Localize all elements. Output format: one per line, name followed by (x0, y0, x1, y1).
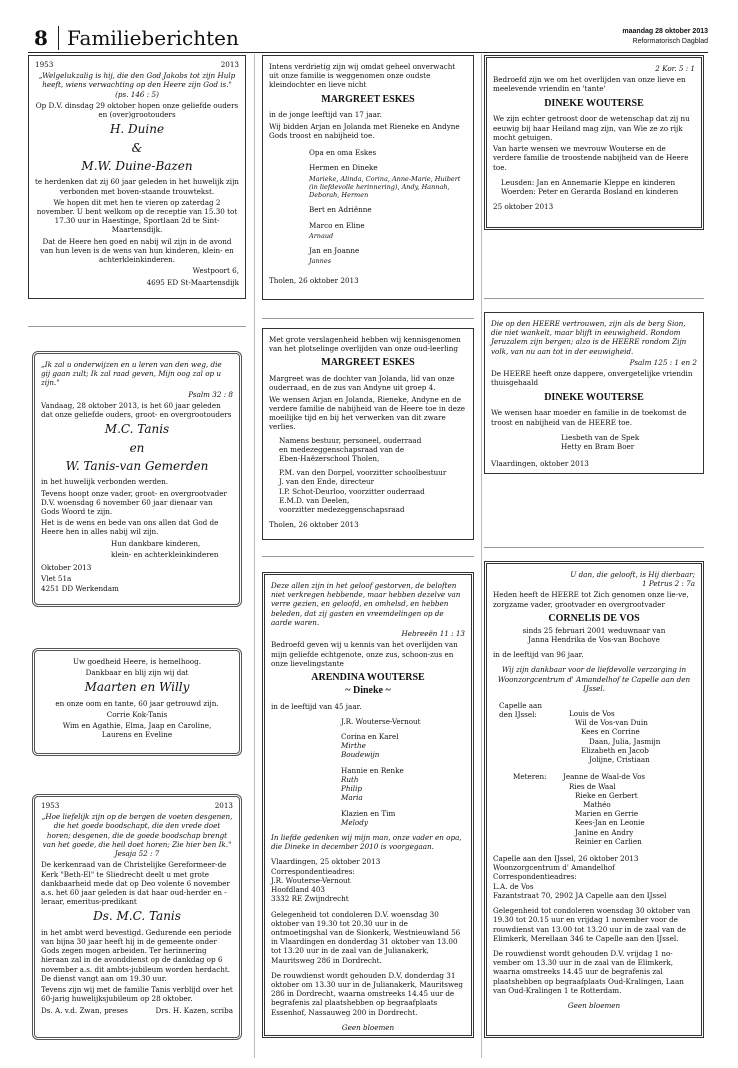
signature-preses: Ds. A. v.d. Zwan, preses (41, 1005, 128, 1015)
family-member: Hannie en Renke (341, 765, 404, 775)
signature: Eben-Haëzerschool Tholen, (279, 453, 380, 463)
body-text: Wij bidden Arjan en Jolanda met Rieneke en Andyne Gods troost en nabijheid toe. (269, 121, 460, 140)
body-text: Dat de Heere hen goed en nabij wil zijn in de avond van hun leven is de wens van hun kinderen, klein- en achterkleinkinderen. (40, 236, 234, 265)
address: 3332 RE Zwijndrecht (271, 894, 349, 904)
family-child: Ruth (341, 774, 359, 784)
funeral-info: De rouwdienst wordt gehouden D.V. donderdag 31 oktober om 13.30 uur in de Julianakerk, Mauritsweg 286 in Dordrecht, waarna omstreeks 14.45 uur de begrafenis zal plaatshebben op begraafplaats Essenhof, Nassauweg 200 in Dordrecht. (271, 970, 463, 1017)
deceased-name: DINEKE WOUTERSE (544, 391, 644, 403)
deceased-name: ARENDINA WOUTERSE (311, 671, 425, 683)
ad-cornelis-de-vos (484, 561, 704, 1038)
verse: Die op den HEERE vertrouwen, zijn als de berg Sion, die niet wankelt, maar blijft in eeuwigheid. Rondom Jeruzalem zijn bergen; alzo is de HEERE rondom Zijn volk, van nu aan tot in der eeuwigheid. (491, 319, 687, 356)
issue-date: maandag 28 oktober 2013 (622, 28, 708, 35)
page-header (28, 24, 708, 53)
sender-line (493, 178, 695, 187)
signature: en medezeggenschapsraad van de (279, 444, 405, 454)
body-text: De kerkenraad van de Christelijke Gereformeer-de Kerk "Beth-El" te Sliedrecht deelt u met grote dankbaarheid mede dat op Deo volente 6 november a.s. het 60 jaar geleden is dat haar oud-herder en -leraar, emeritus-predikant (41, 860, 230, 907)
ad-duine-anniversary (28, 55, 246, 299)
thanks-text: Wij zijn dankbaar voor de liefdevolle verzorging in Woonzorgcentrum d' Amandelhof te Capelle aan den IJssel. (497, 665, 691, 693)
verse-reference: 2 Kor. 5 : 1 (655, 64, 695, 73)
intro-text: Op D.V. dinsdag 29 oktober hopen onze geliefde ouders en (over)grootouders (35, 100, 239, 120)
signature: J. van den Ende, directeur (279, 477, 375, 487)
ad-maarten-willy (32, 648, 242, 756)
condolence-info: Gelegenheid tot condoleren woensdag 30 oktober van 19.30 tot 20.15 uur en vrijdag 1 november voor de rouwdienst van 13.00 tot 13.20 uur in de zaal van de Elimkerk, Merellaan 346 te Capelle aan den IJssel. (493, 906, 691, 943)
family-member: Marco en Eline (309, 220, 365, 230)
place-label: Capelle aan (499, 700, 542, 710)
year-right: 2013 (220, 60, 239, 69)
date: 25 oktober 2013 (493, 202, 554, 212)
family-member: Daan, Julia, Jasmijn (589, 736, 661, 746)
place-date: Vlaardingen, 25 oktober 2013 (271, 857, 381, 867)
verse-reference: Psalm 32 : 8 (188, 389, 233, 399)
signature: Namens bestuur, personeel, ouderraad (279, 435, 422, 445)
family-member: Jan en Joanne (309, 246, 360, 256)
address: L.A. de Vos (493, 881, 534, 891)
page-number: 8 (34, 26, 48, 50)
family-member: Klazien en Tim (341, 808, 396, 818)
year-right: 2013 (214, 801, 233, 810)
age: in de jonge leeftijd van 17 jaar. (269, 110, 382, 120)
correspondence-label: Correspondentieadres: (271, 866, 355, 876)
signature: Hun dankbare kinderen, (111, 538, 201, 548)
address: J.R. Wouterse-Vernout (271, 875, 351, 885)
body-text: Tevens hoopt onze vader, groot- en overgrootvader D.V. woensdag 6 november 60 jaar dienaar van Gods Woord te zijn. (41, 488, 227, 517)
family-child: Maria (341, 793, 363, 803)
place-date: Capelle aan den IJssel, 26 oktober 2013 (493, 854, 639, 864)
heading-line: Uw goedheid Heere, is hemelhoog. (72, 657, 202, 666)
ad-tanis-anniversary (32, 351, 242, 607)
ad-dineke-friends (484, 55, 704, 230)
funeral-info: De rouwdienst wordt gehouden D.V. vrijdag 1 no-vember om 13.30 uur in de zaal van de Elimkerk, waarna omstreeks 14.45 uur de begrafenis zal plaatshebben op begraafplaats Oud-Kralingen, Laan van Oud-Kralingen 1 te Rotterdam. (493, 949, 684, 995)
condolence-info: Gelegenheid tot condoleren D.V. woensdag 30 oktober van 19.30 tot 20.30 uur in de ontmoetingshal van de Sionkerk, Westnieuwland 56 in Vlaardingen en donderdag 31 oktober van 13.00 tot 13.20 uur in de zaal van de Julianakerk, Mauritsweg 286 in Dordrecht. (271, 909, 461, 965)
name-husband: H. Duine (109, 122, 165, 137)
intro-text: De HEERE heeft onze dappere, onvergetelijke vriendin thuisgehaald (491, 369, 693, 388)
signature: E.M.D. van Deelen, (279, 495, 350, 505)
year-left: 1953 (41, 801, 60, 810)
place-date: Tholen, 26 oktober 2013 (269, 520, 359, 530)
ad-margreet-school (262, 328, 474, 540)
intro-text: Intens verdrietig zijn wij omdat geheel onverwacht uit onze familie is weggenomen onze oudste kleindochter en lieve nicht (269, 62, 456, 90)
ad-arendina-wouterse (262, 572, 474, 1038)
address: 4251 DD Werkendam (41, 583, 119, 593)
family-member: Kees-Jan en Leonie (575, 818, 645, 828)
place-label: den IJssel: (499, 710, 537, 720)
signature: klein- en achterkleinkinderen (111, 549, 219, 559)
body-text: en onze oom en tante, 60 jaar getrouwd zijn. (55, 698, 219, 708)
family-member: Reinier en Carlien (575, 836, 642, 846)
sender-line (493, 187, 695, 196)
name-wife: W. Tanis-van Gemerden (65, 459, 209, 474)
place-label: Woerden: (501, 186, 536, 196)
address: Westpoort 6, (192, 266, 239, 276)
address: Hoofdland 403 (271, 885, 326, 895)
family-capelle (493, 701, 695, 764)
body-text: Tevens zijn wij met de familie Tanis verblijd over het 60-jarig huwelijksjubileum op 28 oktober. (41, 985, 233, 1004)
divider (484, 547, 704, 548)
deceased-name: CORNELIS DE VOS (548, 612, 640, 624)
intro-text: Met grote verslagenheid hebben wij kennisgenomen van het plotselinge overlijden van onze oud-leerling (269, 335, 461, 354)
family-member: Elizabeth en Jacob (581, 745, 649, 755)
address: Fazantstraat 70, 2902 JA Capelle aan den IJssel (493, 890, 667, 900)
family-child: Boudewijn (341, 750, 380, 760)
body-text: We wensen Arjan en Jolanda, Rieneke, Andyne en de verdere familie de nabijheid van de Heere toe in deze moeilijke tijd en bij het verwerken van dit zware verlies. (269, 394, 466, 432)
family-member: Opa en oma Eskes (309, 148, 377, 158)
deceased-nickname: ~ Dineke ~ (345, 684, 391, 696)
age: in de leeftijd van 96 jaar. (493, 650, 584, 660)
family-child: Philip (341, 784, 362, 794)
family-member: Marien en Gerrie (575, 809, 639, 819)
verse: Deze allen zijn in het geloof gestorven, de beloften niet verkregen hebbende, maar hebben dezelve van verre gezien, en geloofd, en omhelsd, en hebben beleden, dat zij gasten en vreemdelingen op de aarde waren. (271, 581, 461, 627)
signature: P.M. van den Dorpel, voorzitter schoolbestuur (279, 468, 447, 478)
intro-text: Bedroefd zijn we om het overlijden van onze lieve en meelevende vriendin en 'tante' (493, 75, 686, 94)
deceased-name: MARGREET ESKES (321, 93, 415, 105)
name-husband: M.C. Tanis (104, 422, 170, 437)
year-left: 1953 (35, 60, 54, 69)
signature: voorzitter medezeggenschapsraad (279, 505, 405, 515)
body-text: in het huwelijk verbonden werden. (41, 477, 169, 487)
ad-dineke-vriendin (484, 312, 704, 474)
verse: „Hoe liefelijk zijn op de bergen de voeten desgenen, die het goede boodschapt, die den vrede doet horen; desgenen, die de goede boodschap brengt van het goede, die heil doet horen; Zie hier ben Ik." Jesaja 52 : 7 (41, 812, 233, 859)
divider (484, 298, 704, 299)
ad-ds-tanis-jubilee (32, 794, 242, 1040)
no-flowers: Geen bloemen (567, 1001, 621, 1011)
spouse-name: Janna Hendrika de Vos-van Bochove (528, 634, 660, 644)
deceased-name: DINEKE WOUTERSE (544, 97, 644, 109)
signature: Hetty en Bram Boer (561, 441, 635, 451)
body-text: Het is de wens en bede van ons allen dat God de Heere hen in alles nabij wil zijn. (41, 518, 219, 537)
family-member: Ries de Waal (569, 781, 616, 791)
divider (262, 556, 474, 557)
family-member: Corina en Karel (341, 732, 399, 741)
family-meteren (493, 772, 695, 846)
family-member: Wil de Vos-van Duin (575, 718, 648, 728)
sender-names: Jan en Annemarie Kleppe en kinderen (536, 177, 676, 187)
verse: „Ik zal u onderwijzen en u leren van den weg, die gij gaan zult; Ik zal raad geven, Mijn oog zal op u zijn." (41, 360, 222, 388)
verse: „Welgelukzalig is hij, die den God Jakobs tot zijn Hulp heeft, wiens verwachting op den Heere zijn God is." (ps. 146 : 5) (38, 71, 236, 99)
age: in de leeftijd van 45 jaar. (271, 701, 362, 711)
family-member: Mathéo (583, 799, 611, 809)
place-label: Meteren: (513, 772, 547, 782)
heading-line: Dankbaar en blij zijn wij dat (85, 668, 189, 678)
address: 4695 ED St-Maartensdijk (146, 277, 239, 287)
family-child: Melody (341, 817, 368, 827)
address: Vlet 51a (41, 574, 72, 584)
divider (262, 318, 474, 319)
signature: Wim en Agathie, Elma, Jaap en Caroline, (62, 721, 212, 731)
place-date: Tholen, 26 oktober 2013 (269, 275, 359, 285)
verse-reference: Hebreeën 11 : 13 (401, 629, 465, 639)
body-text: Margreet was de dochter van Jolanda, lid van onze ouderraad, en de zus van Andyne uit groep 4. (269, 374, 455, 393)
body-text: We hopen dit met hen te vieren op zaterdag 2 november. U bent welkom op de receptie van 15.30 tot 17.30 uur in Haestinge, Sportlaan 2d te Sint-Maartensdijk. (36, 197, 238, 235)
body-text: Van harte wensen we mevrouw Wouterse en de verdere familie de troostende nabijheid van de Heere toe. (493, 144, 689, 172)
column-separator (481, 54, 482, 1058)
body-text: We zijn echter getroost door de wetenschap dat zij nu eeuwig bij haar Heiland mag zijn, van Wie ze zo rijk mocht getuigen. (493, 114, 690, 142)
place-label: Leusden: (501, 177, 535, 187)
no-flowers: Geen bloemen (341, 1022, 395, 1032)
sender-names: Peter en Gerarda Bosland en kinderen (538, 186, 679, 196)
ad-margreet-family (262, 55, 474, 300)
intro-text: Heden heeft de HEERE tot Zich genomen onze lie-ve, zorgzame vader, grootvader en overgrootvader (493, 590, 689, 609)
memory-text: In liefde gedenken wij mijn man, onze vader en opa, die Dineke in december 2010 is voorgegaan. (271, 832, 462, 852)
name-wife: M.W. Duine-Bazen (81, 159, 193, 174)
verse: U dan, die gelooft, is Hij dierbaar; (570, 570, 695, 579)
verse-reference: 1 Petrus 2 : 7a (642, 579, 695, 589)
family-children: Jannes (309, 257, 332, 266)
place-date: Vlaardingen, oktober 2013 (491, 459, 589, 469)
ampersand: & (131, 140, 143, 155)
correspondence-label: Correspondentieadres: (493, 872, 577, 882)
names: Maarten en Willy (84, 680, 190, 695)
family-member: Louis de Vos (569, 708, 615, 718)
newspaper-name: Reformatorisch Dagblad (632, 38, 708, 45)
family-child: Mirthe (341, 741, 366, 751)
intro-text: Vandaag, 28 oktober 2013, is het 60 jaar geleden dat onze geliefde ouders, groot- en overgrootouders (41, 400, 232, 420)
family-member: Rieke en Gerbert (575, 790, 638, 800)
signature: Liesbeth van de Spek (561, 432, 640, 442)
body-text: in het ambt werd bevestigd. Gedurende een periode van bijna 30 jaar heeft hij in de gemeente onder Gods zegen mogen arbeiden. Ter herinnering hieraan zal in de avonddienst op de dankdag op 6 november a.s. dit ambts-jubileum worden herdacht. De dienst vangt aan om 19.30 uur. (41, 927, 232, 983)
family-children: Arnaud (309, 231, 334, 240)
family-children: Marieke, Alinda, Corina, Anne-Marie, Huibert (in liefdevolle herinnering), Andy, Hannah, Deborah, Hermen (309, 174, 461, 200)
deceased-name: MARGREET ESKES (321, 357, 415, 369)
date: Oktober 2013 (41, 563, 92, 573)
widower-info: sinds 25 februari 2001 weduwnaar van (522, 625, 666, 635)
signature: Corrie Kok-Tanis (106, 710, 168, 720)
signature-scriba: Drs. H. Kazen, scriba (155, 1005, 233, 1015)
section-title: Familieberichten (58, 26, 239, 50)
family-member: Hermen en Dineke (309, 163, 378, 173)
verse-reference: Psalm 125 : 1 en 2 (629, 357, 697, 367)
name: Ds. M.C. Tanis (93, 909, 181, 924)
signature: Laurens en Eveline (101, 730, 173, 740)
family-member: Jolijne, Cristiaan (589, 755, 650, 765)
care-home: Woonzorgcentrum d' Amandelhof (493, 863, 615, 873)
divider (28, 326, 246, 327)
body-text: We wensen haar moeder en familie in de toekomst de troost en nabijheid van de HEERE toe. (491, 408, 687, 427)
intro-text: Bedroefd geven wij u kennis van het overlijden van mijn geliefde echtgenote, onze zus, schoon-zus en onze lievelingstante (271, 640, 458, 668)
family-member: Kees en Corrine (581, 727, 640, 737)
body-text: te herdenken dat zij 60 jaar geleden in het huwelijk zijn verbonden met boven-staande trouwtekst. (35, 177, 239, 196)
family-member: Jeanne de Waal-de Vos (563, 772, 646, 782)
signature: I.P. Schot-Deurloo, voorzitter ouderraad (279, 486, 425, 496)
family-member: J.R. Wouterse-Vernout (341, 716, 421, 726)
column-separator (254, 54, 255, 1058)
conjunction: en (129, 440, 145, 455)
family-member: Bert en Adriënne (309, 205, 372, 215)
family-member: Janine en Andry (575, 827, 634, 837)
